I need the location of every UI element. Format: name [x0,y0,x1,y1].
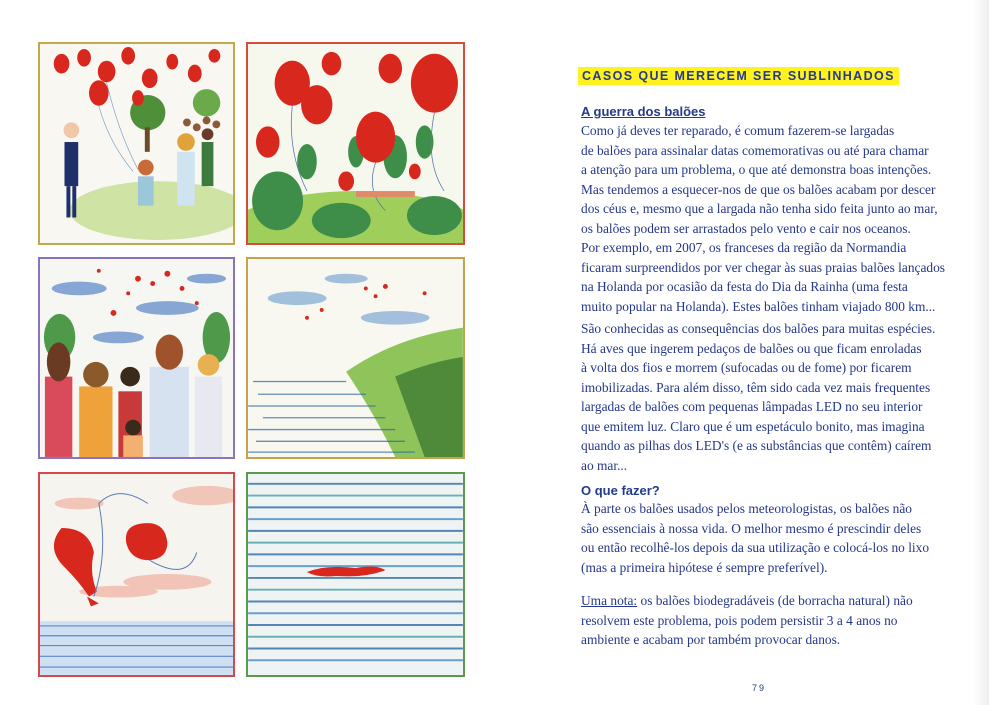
paragraph-2-line: Há aves que ingerem pedaços de balões ou que ficam enroladas [581,340,922,356]
page-number: 79 [752,683,767,693]
paragraph-1-line: muito popular na Holanda). Estes balões tinham viajado 800 km... [581,298,936,314]
illustration-panel-2 [246,42,465,245]
illustration-panel-4 [246,257,465,459]
paragraph-1-line: Mas tendemos a esquecer-nos de que os balões acabam por descer [581,181,936,197]
paragraph-2-line: que emitem luz. Claro que é um espetáculo bonito, mas imagina [581,418,925,434]
paragraph-2-line: largadas de balões com pequenas lâmpadas LED no seu interior [581,399,923,414]
illustration-panel-3 [38,257,235,459]
paragraph-2-line: São conhecidas as consequências dos balões para muitas espécies. [581,321,936,336]
note-line: os balões biodegradáveis (de borracha natural) não [637,593,913,608]
balloon-release-crowd-drawing [40,44,233,243]
paragraph-1-line: a atenção para um problema, o que até demonstra boas intenções. [581,162,932,177]
paragraph-1-line: dos céus e, mesmo que a largada não tenha sido feita junto ao mar, [581,201,938,216]
subtitle-balloon-war: A guerra dos balões [581,104,706,119]
section-heading: CASOS QUE MERECEM SER SUBLINHADOS [578,67,899,85]
paragraph-3-line: são essenciais à nossa vida. O melhor mesmo é prescindir deles [581,520,922,536]
paragraph-2 [581,319,935,475]
subtitle-what-to-do: O que fazer? [581,483,660,498]
paragraph-3-line: À parte os balões usados pelos meteorologistas, os balões não [581,501,912,516]
paragraph-1-line: Como já deves ter reparado, é comum fazerem-se largadas [581,123,895,138]
paragraph-2-line: ao mar... [581,457,628,473]
paragraph-1 [581,121,945,316]
balloons-over-coast-drawing [248,259,463,457]
paragraph-2-line: quando as pilhas dos LED's (e as substâncias que contêm) caírem [581,438,932,453]
illustration-panel-1 [38,42,235,245]
deflated-balloon-in-ocean-drawing [248,474,463,675]
page-gutter-shadow [973,0,989,705]
paragraph-1-line: de balões para assinalar datas comemorativas ou até para chamar [581,142,929,158]
paragraph-2-line: à volta dos fios e morrem (sufocadas ou de fome) por ficarem [581,360,912,375]
balloons-over-trees-drawing [248,44,463,243]
paragraph-3-line: ou então recolhê-los depois da sua utilização e colocá-los no lixo [581,540,930,555]
paragraph-1-line: Por exemplo, em 2007, os franceses da região da Normandia [581,240,907,255]
note-line: ambiente e acabam por também provocar danos. [581,632,841,647]
paragraph-1-line: na Holanda por ocasião da festa do Dia da Rainha (uma festa [581,279,908,294]
illustration-panel-5 [38,472,235,677]
paragraph-2-line: imobilizadas. Para além disso, têm sido cada vez mais frequentes [581,379,931,395]
balloons-falling-to-sea-drawing [40,474,233,675]
paragraph-3-line: (mas a primeira hipótese é sempre preferível). [581,559,828,575]
paragraph-1-line: ficaram surpreendidos por ver chegar às suas praias balões lançados [581,259,946,275]
illustration-panel-6 [246,472,465,677]
note-paragraph [581,591,913,650]
note-line: resolvem este problema, pois podem persistir 3 a 4 anos no [581,612,898,628]
crowd-watching-balloons-drawing [40,259,233,457]
paragraph-3 [581,499,929,577]
note-label: Uma nota: [581,593,638,608]
paragraph-1-line: os balões podem ser arrastados pelo vento e cair nos oceanos. [581,220,911,236]
